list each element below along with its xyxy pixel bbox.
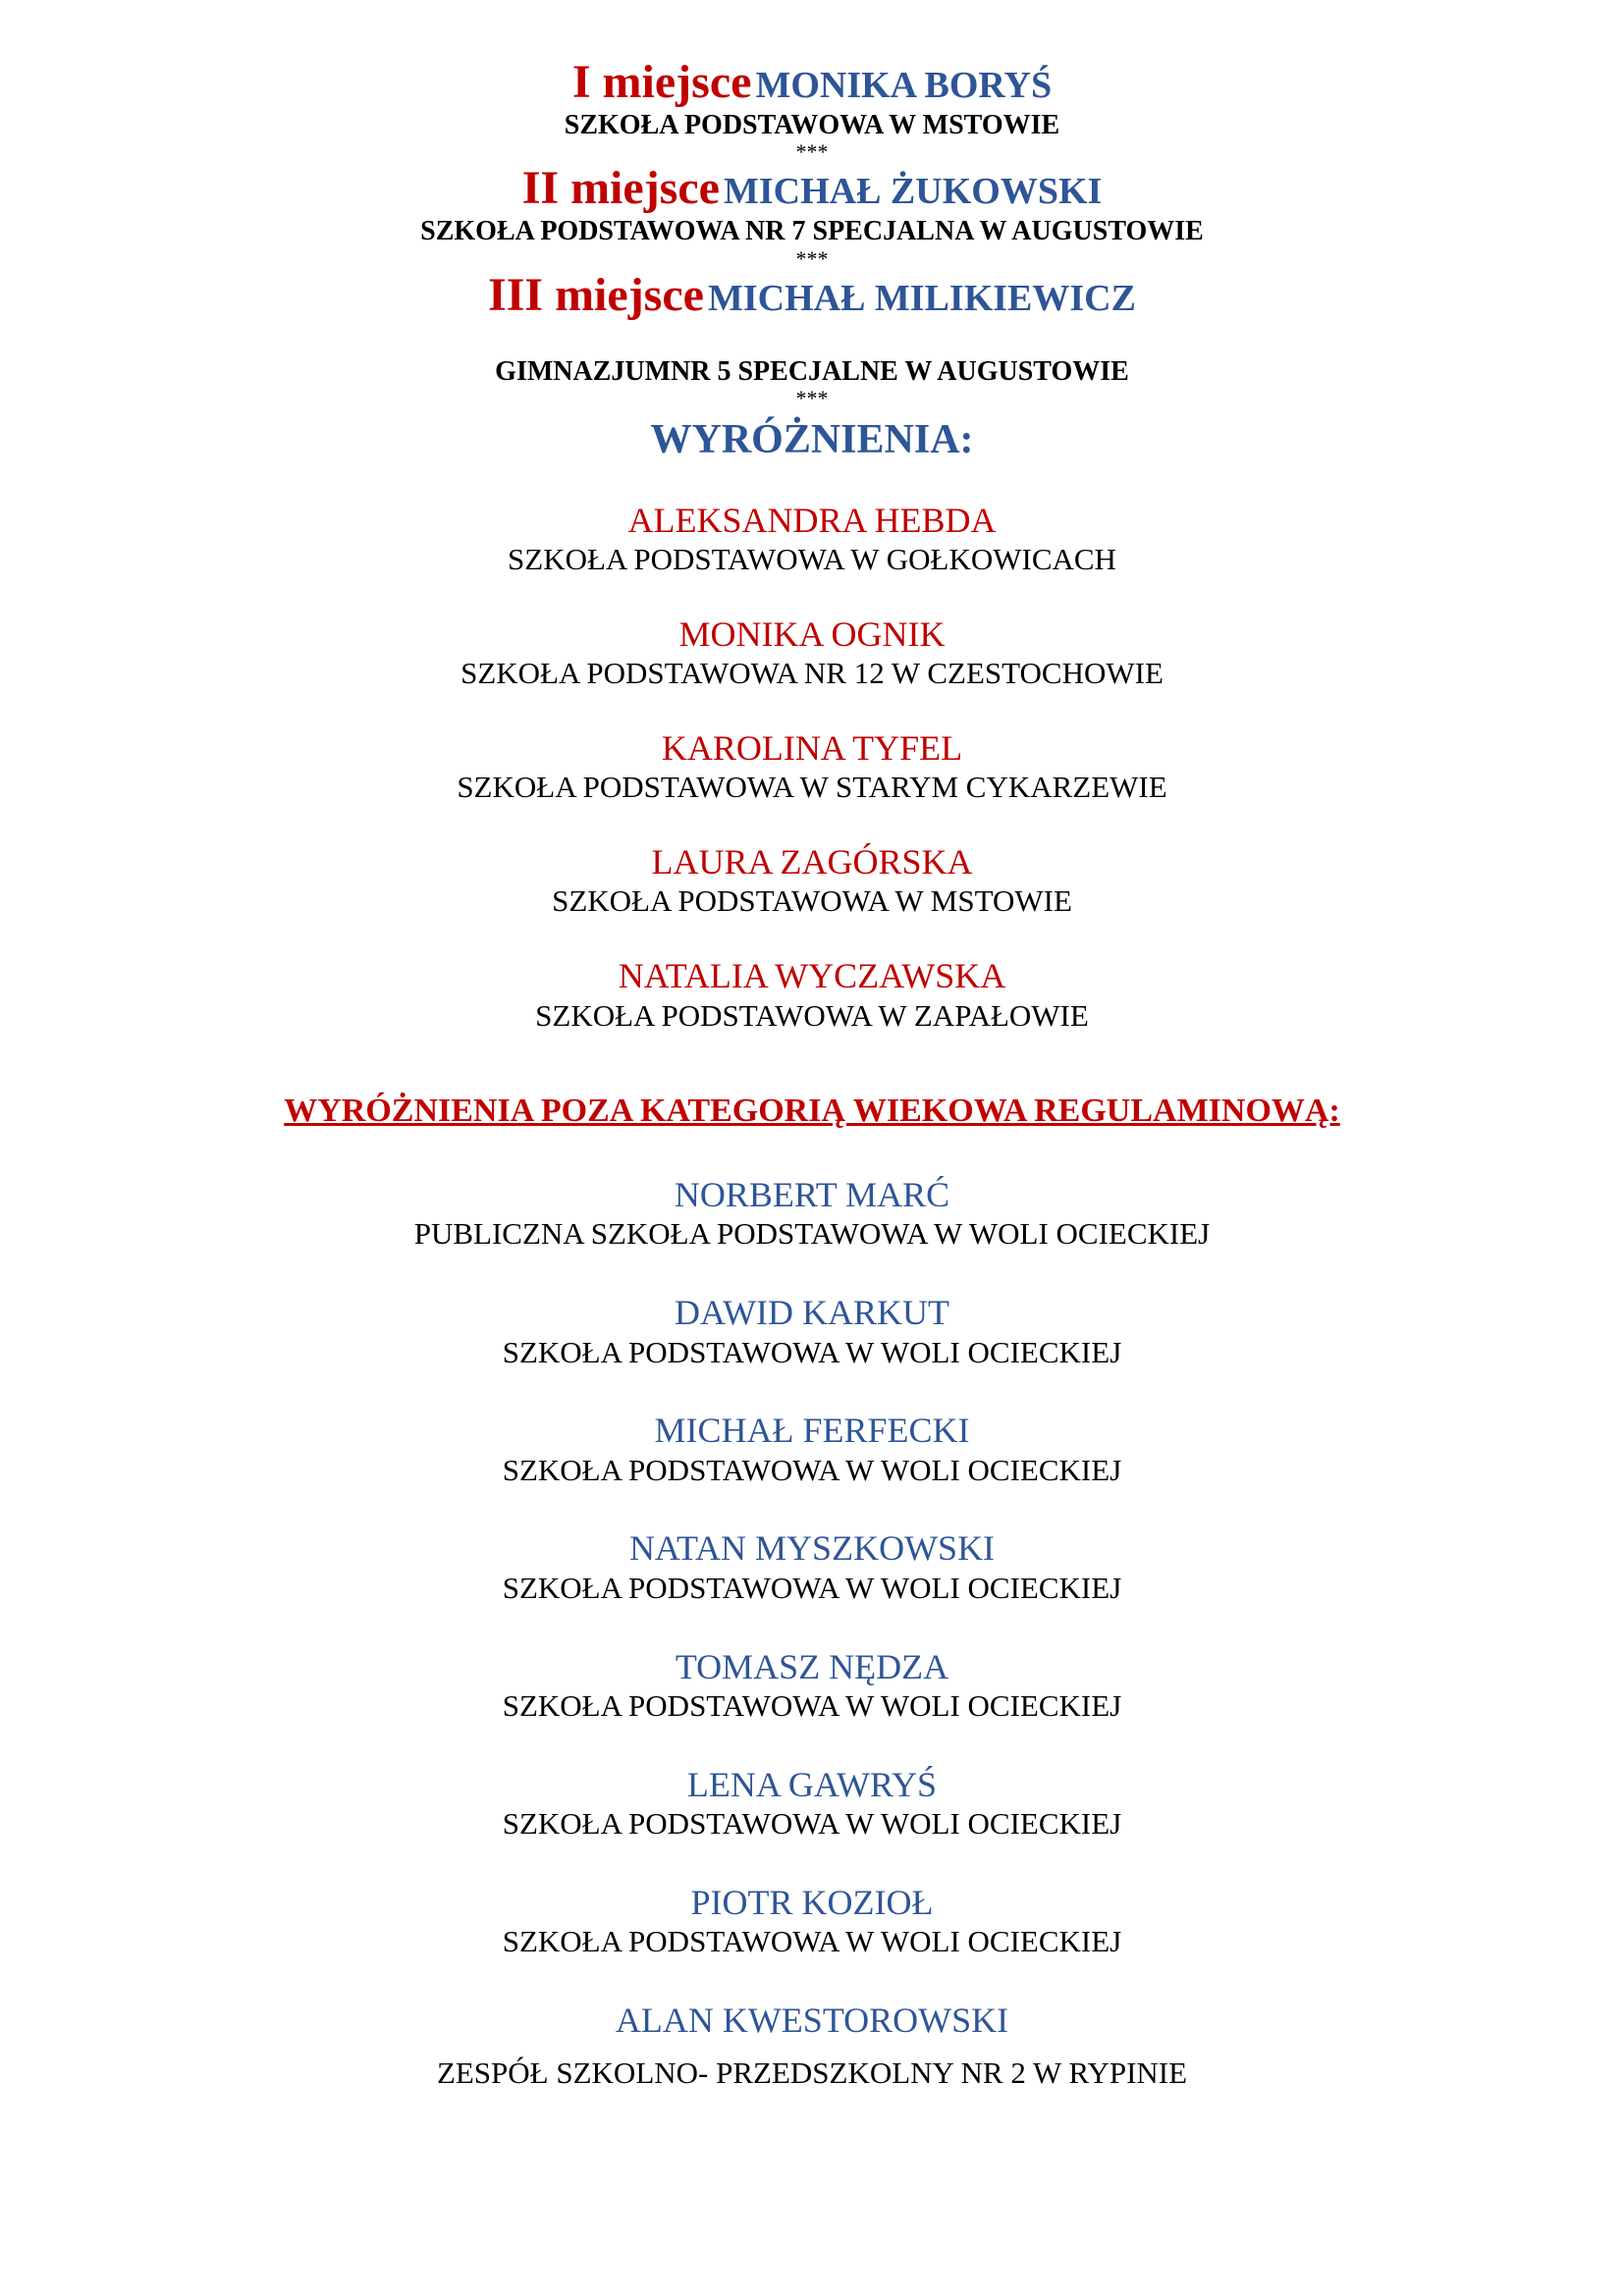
third-place-block <box>0 270 1624 409</box>
second-place-line <box>0 163 1624 215</box>
second-place-name: MICHAŁ ŻUKOWSKI <box>723 171 1103 213</box>
first-place-school: SZKOŁA PODSTAWOWA W MSTOWIE <box>564 109 1060 140</box>
outside-category-section <box>0 1092 1624 2093</box>
outside-category-entry <box>0 1765 1624 1843</box>
third-place-name: MICHAŁ MILIKIEWICZ <box>707 277 1136 319</box>
entry-school: SZKOŁA PODSTAWOWA W WOLI OCIECKIEJ <box>502 1334 1122 1369</box>
entry-name: NORBERT MARĆ <box>674 1175 950 1215</box>
outside-category-entry <box>0 1175 1624 1254</box>
outside-category-entry <box>0 1528 1624 1607</box>
honorable-entry <box>0 501 1624 579</box>
honorable-mentions-section <box>0 415 1624 1035</box>
first-place-line <box>0 57 1624 109</box>
entry-name: LAURA ZAGÓRSKA <box>651 841 973 881</box>
first-place-name: MONIKA BORYŚ <box>755 65 1053 106</box>
entry-name: TOMASZ NĘDZA <box>675 1646 949 1686</box>
outside-category-entry <box>0 2001 1624 2093</box>
entry-school: SZKOŁA PODSTAWOWA NR 12 W CZESTOCHOWIE <box>460 656 1164 691</box>
entry-school: SZKOŁA PODSTAWOWA W GOŁKOWICACH <box>508 541 1116 576</box>
separator-stars: *** <box>795 386 829 411</box>
honorable-entry <box>0 956 1624 1035</box>
entry-school: SZKOŁA PODSTAWOWA W WOLI OCIECKIEJ <box>502 1570 1122 1605</box>
entry-school: SZKOŁA PODSTAWOWA W STARYM CYKARZEWIE <box>457 770 1167 805</box>
entry-name: NATALIA WYCZAWSKA <box>618 956 1006 996</box>
entry-name: PIOTR KOZIOŁ <box>690 1882 934 1922</box>
third-place-line <box>0 270 1624 322</box>
outside-category-heading: WYRÓŻNIENIA POZA KATEGORIĄ WIEKOWA REGULAMINOWĄ: <box>284 1093 1340 1130</box>
second-place-block <box>0 163 1624 269</box>
entry-name: NATAN MYSZKOWSKI <box>628 1528 996 1569</box>
spacer <box>0 322 1624 355</box>
honorable-entry <box>0 842 1624 921</box>
entry-school: ZESPÓŁ SZKOLNO- PRZEDSZKOLNY NR 2 W RYPINIE <box>436 2056 1188 2091</box>
entry-school: SZKOŁA PODSTAWOWA W WOLI OCIECKIEJ <box>502 1806 1122 1842</box>
entry-school: SZKOŁA PODSTAWOWA W WOLI OCIECKIEJ <box>502 1688 1122 1724</box>
third-place-school: GIMNAZJUMNR 5 SPECJALNE W AUGUSTOWIE <box>495 355 1129 387</box>
outside-category-entry <box>0 1883 1624 1961</box>
separator-stars: *** <box>795 245 829 271</box>
entry-name: MICHAŁ FERFECKI <box>654 1411 970 1451</box>
entry-school: SZKOŁA PODSTAWOWA W WOLI OCIECKIEJ <box>502 1452 1122 1487</box>
first-place-block <box>0 57 1624 163</box>
entry-school: SZKOŁA PODSTAWOWA W WOLI OCIECKIEJ <box>502 1924 1122 1959</box>
separator-stars: *** <box>795 139 829 165</box>
honorable-entry <box>0 614 1624 693</box>
entry-name: DAWID KARKUT <box>674 1293 950 1333</box>
second-place-school: SZKOŁA PODSTAWOWA NR 7 SPECJALNA W AUGUSTOWIE <box>420 216 1204 247</box>
entry-school: SZKOŁA PODSTAWOWA W MSTOWIE <box>552 883 1072 919</box>
outside-category-entry <box>0 1411 1624 1489</box>
outside-category-entry <box>0 1293 1624 1371</box>
entry-name: ALAN KWESTOROWSKI <box>615 2001 1009 2041</box>
entry-name: MONIKA OGNIK <box>678 614 946 654</box>
second-place-label: II miejsce <box>521 162 720 215</box>
honorable-mentions-heading: WYRÓŻNIENIA: <box>650 417 974 463</box>
entry-school: SZKOŁA PODSTAWOWA W ZAPAŁOWIE <box>535 997 1089 1033</box>
entry-name: LENA GAWRYŚ <box>686 1764 938 1804</box>
entry-school: PUBLICZNA SZKOŁA PODSTAWOWA W WOLI OCIECKIEJ <box>413 1216 1211 1252</box>
first-place-label: I miejsce <box>571 56 752 108</box>
honorable-entry <box>0 728 1624 807</box>
entry-name: ALEKSANDRA HEBDA <box>627 500 997 540</box>
outside-category-entry <box>0 1647 1624 1726</box>
third-place-label: III miejsce <box>488 268 704 321</box>
entry-name: KAROLINA TYFEL <box>661 727 963 768</box>
